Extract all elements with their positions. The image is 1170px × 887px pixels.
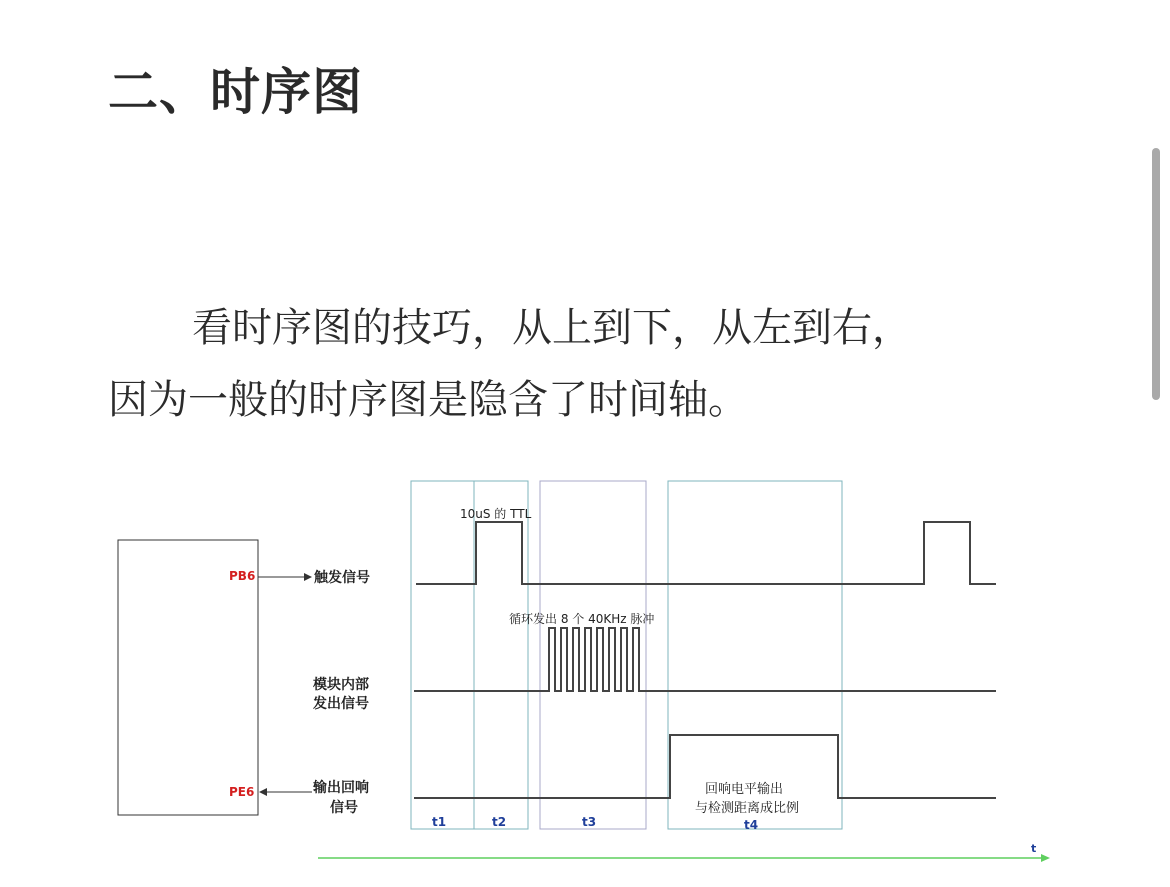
interval-label-t4: t4	[744, 818, 759, 832]
signal-label-echo-1: 输出回响	[313, 780, 369, 796]
trigger-arrow-head	[304, 573, 312, 581]
paragraph-line-1: 看时序图的技巧，从上到下，从左到右，	[192, 305, 912, 351]
signal-label-module-2: 发出信号	[313, 696, 369, 712]
annotation-echo-1: 回响电平输出	[705, 782, 784, 797]
paragraph-line-2: 因为一般的时序图是隐含了时间轴。	[108, 377, 748, 423]
trigger-waveform	[416, 522, 996, 584]
signal-label-trigger: 触发信号	[314, 570, 370, 586]
signal-label-echo-2: 信号	[330, 800, 358, 816]
interval-window-t2	[474, 481, 528, 829]
annotation-ttl: 10uS 的 TTL	[460, 507, 532, 521]
time-axis-arrow	[1041, 854, 1050, 862]
annotation-echo-2: 与检测距离成比例	[695, 801, 800, 816]
annotation-pulses: 循环发出 8 个 40KHz 脉冲	[509, 612, 655, 626]
pin-label-pb6: PB6	[229, 569, 256, 583]
interval-label-t1: t1	[432, 815, 447, 829]
interval-window-t4	[668, 481, 842, 829]
echo-arrow-head	[259, 788, 267, 796]
module-waveform	[414, 628, 996, 691]
interval-label-t2: t2	[492, 815, 507, 829]
section-heading: 二、时序图	[108, 63, 363, 121]
signal-label-module-1: 模块内部	[313, 677, 369, 693]
interval-window-t1	[411, 481, 474, 829]
interval-label-t3: t3	[582, 815, 597, 829]
time-axis-label: t	[1031, 842, 1037, 855]
pin-label-pe6: PE6	[229, 785, 255, 799]
